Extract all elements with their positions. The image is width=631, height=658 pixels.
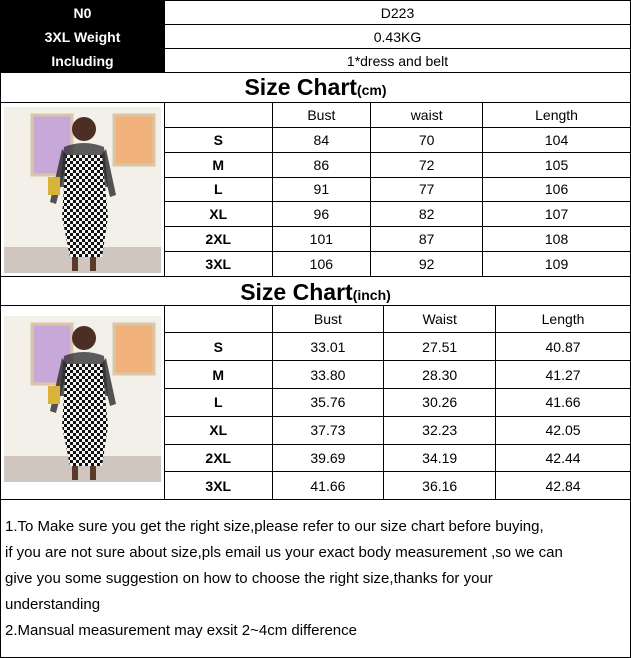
table-row (165, 416, 630, 444)
length-cell: 105 (483, 152, 630, 177)
size-cell: XL (165, 202, 272, 227)
table-header-row (165, 103, 630, 127)
chart-title-text: Size Chart (244, 74, 357, 100)
bust-cell: 101 (272, 227, 371, 252)
model-photo-image (4, 316, 161, 482)
chart-title-text: Size Chart (240, 279, 353, 305)
size-cell: M (165, 361, 272, 389)
info-value: D223 (165, 1, 631, 25)
size-cell: L (165, 389, 272, 417)
length-cell: 104 (483, 127, 630, 152)
table-row (165, 361, 630, 389)
size-chart-cm-title (0, 72, 631, 102)
waist-cell: 36.16 (384, 472, 496, 499)
model-photo (1, 306, 165, 499)
note-line: 2.Mansual measurement may exsit 2~4cm difference (5, 622, 357, 639)
model-photo-image (4, 107, 161, 273)
waist-cell: 70 (371, 127, 483, 152)
length-cell: 106 (483, 177, 630, 202)
length-cell: 41.27 (496, 361, 630, 389)
length-cell: 109 (483, 252, 630, 276)
bust-cell: 33.01 (272, 333, 384, 361)
bust-cell: 37.73 (272, 416, 384, 444)
waist-cell: 28.30 (384, 361, 496, 389)
size-cell: 3XL (165, 252, 272, 276)
size-chart-inch-title (0, 277, 631, 307)
waist-cell: 82 (371, 202, 483, 227)
bust-cell: 35.76 (272, 389, 384, 417)
size-cell: 2XL (165, 444, 272, 472)
bust-cell: 41.66 (272, 472, 384, 499)
bust-cell: 33.80 (272, 361, 384, 389)
size-chart-cm-section (0, 102, 631, 277)
size-chart-inch-section (0, 305, 631, 500)
length-cell: 42.84 (496, 472, 630, 499)
note-line: understanding (5, 596, 101, 613)
table-row (165, 389, 630, 417)
info-key: N0 (1, 1, 165, 25)
table-header-row (165, 306, 630, 333)
info-value: 1*dress and belt (165, 49, 631, 73)
size-table-cm (165, 103, 630, 276)
note-line: if you are not sure about size,pls email us your exact body measurement ,so we can (5, 544, 563, 561)
bust-cell: 86 (272, 152, 371, 177)
waist-cell: 87 (371, 227, 483, 252)
bust-cell: 84 (272, 127, 371, 152)
size-notes (0, 500, 631, 658)
info-row (1, 1, 631, 25)
length-cell: 41.66 (496, 389, 630, 417)
note-line: 1.To Make sure you get the right size,please refer to our size chart before buying, (5, 518, 544, 535)
header-cell: Bust (272, 103, 371, 127)
table-row (165, 202, 630, 227)
waist-cell: 72 (371, 152, 483, 177)
header-cell: Length (496, 306, 630, 333)
waist-cell: 34.19 (384, 444, 496, 472)
waist-cell: 77 (371, 177, 483, 202)
info-key: 3XL Weight (1, 25, 165, 49)
info-key: Including (1, 49, 165, 73)
size-cell: XL (165, 416, 272, 444)
table-row (165, 152, 630, 177)
product-info-table (0, 0, 631, 73)
table-row (165, 227, 630, 252)
size-cell: 2XL (165, 227, 272, 252)
bust-cell: 106 (272, 252, 371, 276)
length-cell: 107 (483, 202, 630, 227)
size-table-inch (165, 306, 630, 499)
waist-cell: 27.51 (384, 333, 496, 361)
note-line: give you some suggestion on how to choose the right size,thanks for your (5, 570, 493, 587)
size-cell: M (165, 152, 272, 177)
table-row (165, 127, 630, 152)
header-cell: waist (371, 103, 483, 127)
table-row (165, 472, 630, 499)
size-cell: S (165, 333, 272, 361)
size-cell: 3XL (165, 472, 272, 499)
waist-cell: 30.26 (384, 389, 496, 417)
length-cell: 42.44 (496, 444, 630, 472)
chart-unit: (cm) (356, 82, 387, 98)
header-cell: Bust (272, 306, 384, 333)
size-cell: S (165, 127, 272, 152)
header-cell (165, 306, 272, 333)
table-row (165, 252, 630, 276)
model-photo (1, 103, 165, 276)
bust-cell: 96 (272, 202, 371, 227)
table-row (165, 333, 630, 361)
length-cell: 40.87 (496, 333, 630, 361)
size-cell: L (165, 177, 272, 202)
info-row (1, 25, 631, 49)
header-cell: Waist (384, 306, 496, 333)
table-row (165, 177, 630, 202)
chart-unit: (inch) (352, 287, 391, 303)
table-row (165, 444, 630, 472)
bust-cell: 39.69 (272, 444, 384, 472)
bust-cell: 91 (272, 177, 371, 202)
length-cell: 108 (483, 227, 630, 252)
info-row (1, 49, 631, 73)
header-cell (165, 103, 272, 127)
waist-cell: 32.23 (384, 416, 496, 444)
info-value: 0.43KG (165, 25, 631, 49)
length-cell: 42.05 (496, 416, 630, 444)
waist-cell: 92 (371, 252, 483, 276)
header-cell: Length (483, 103, 630, 127)
